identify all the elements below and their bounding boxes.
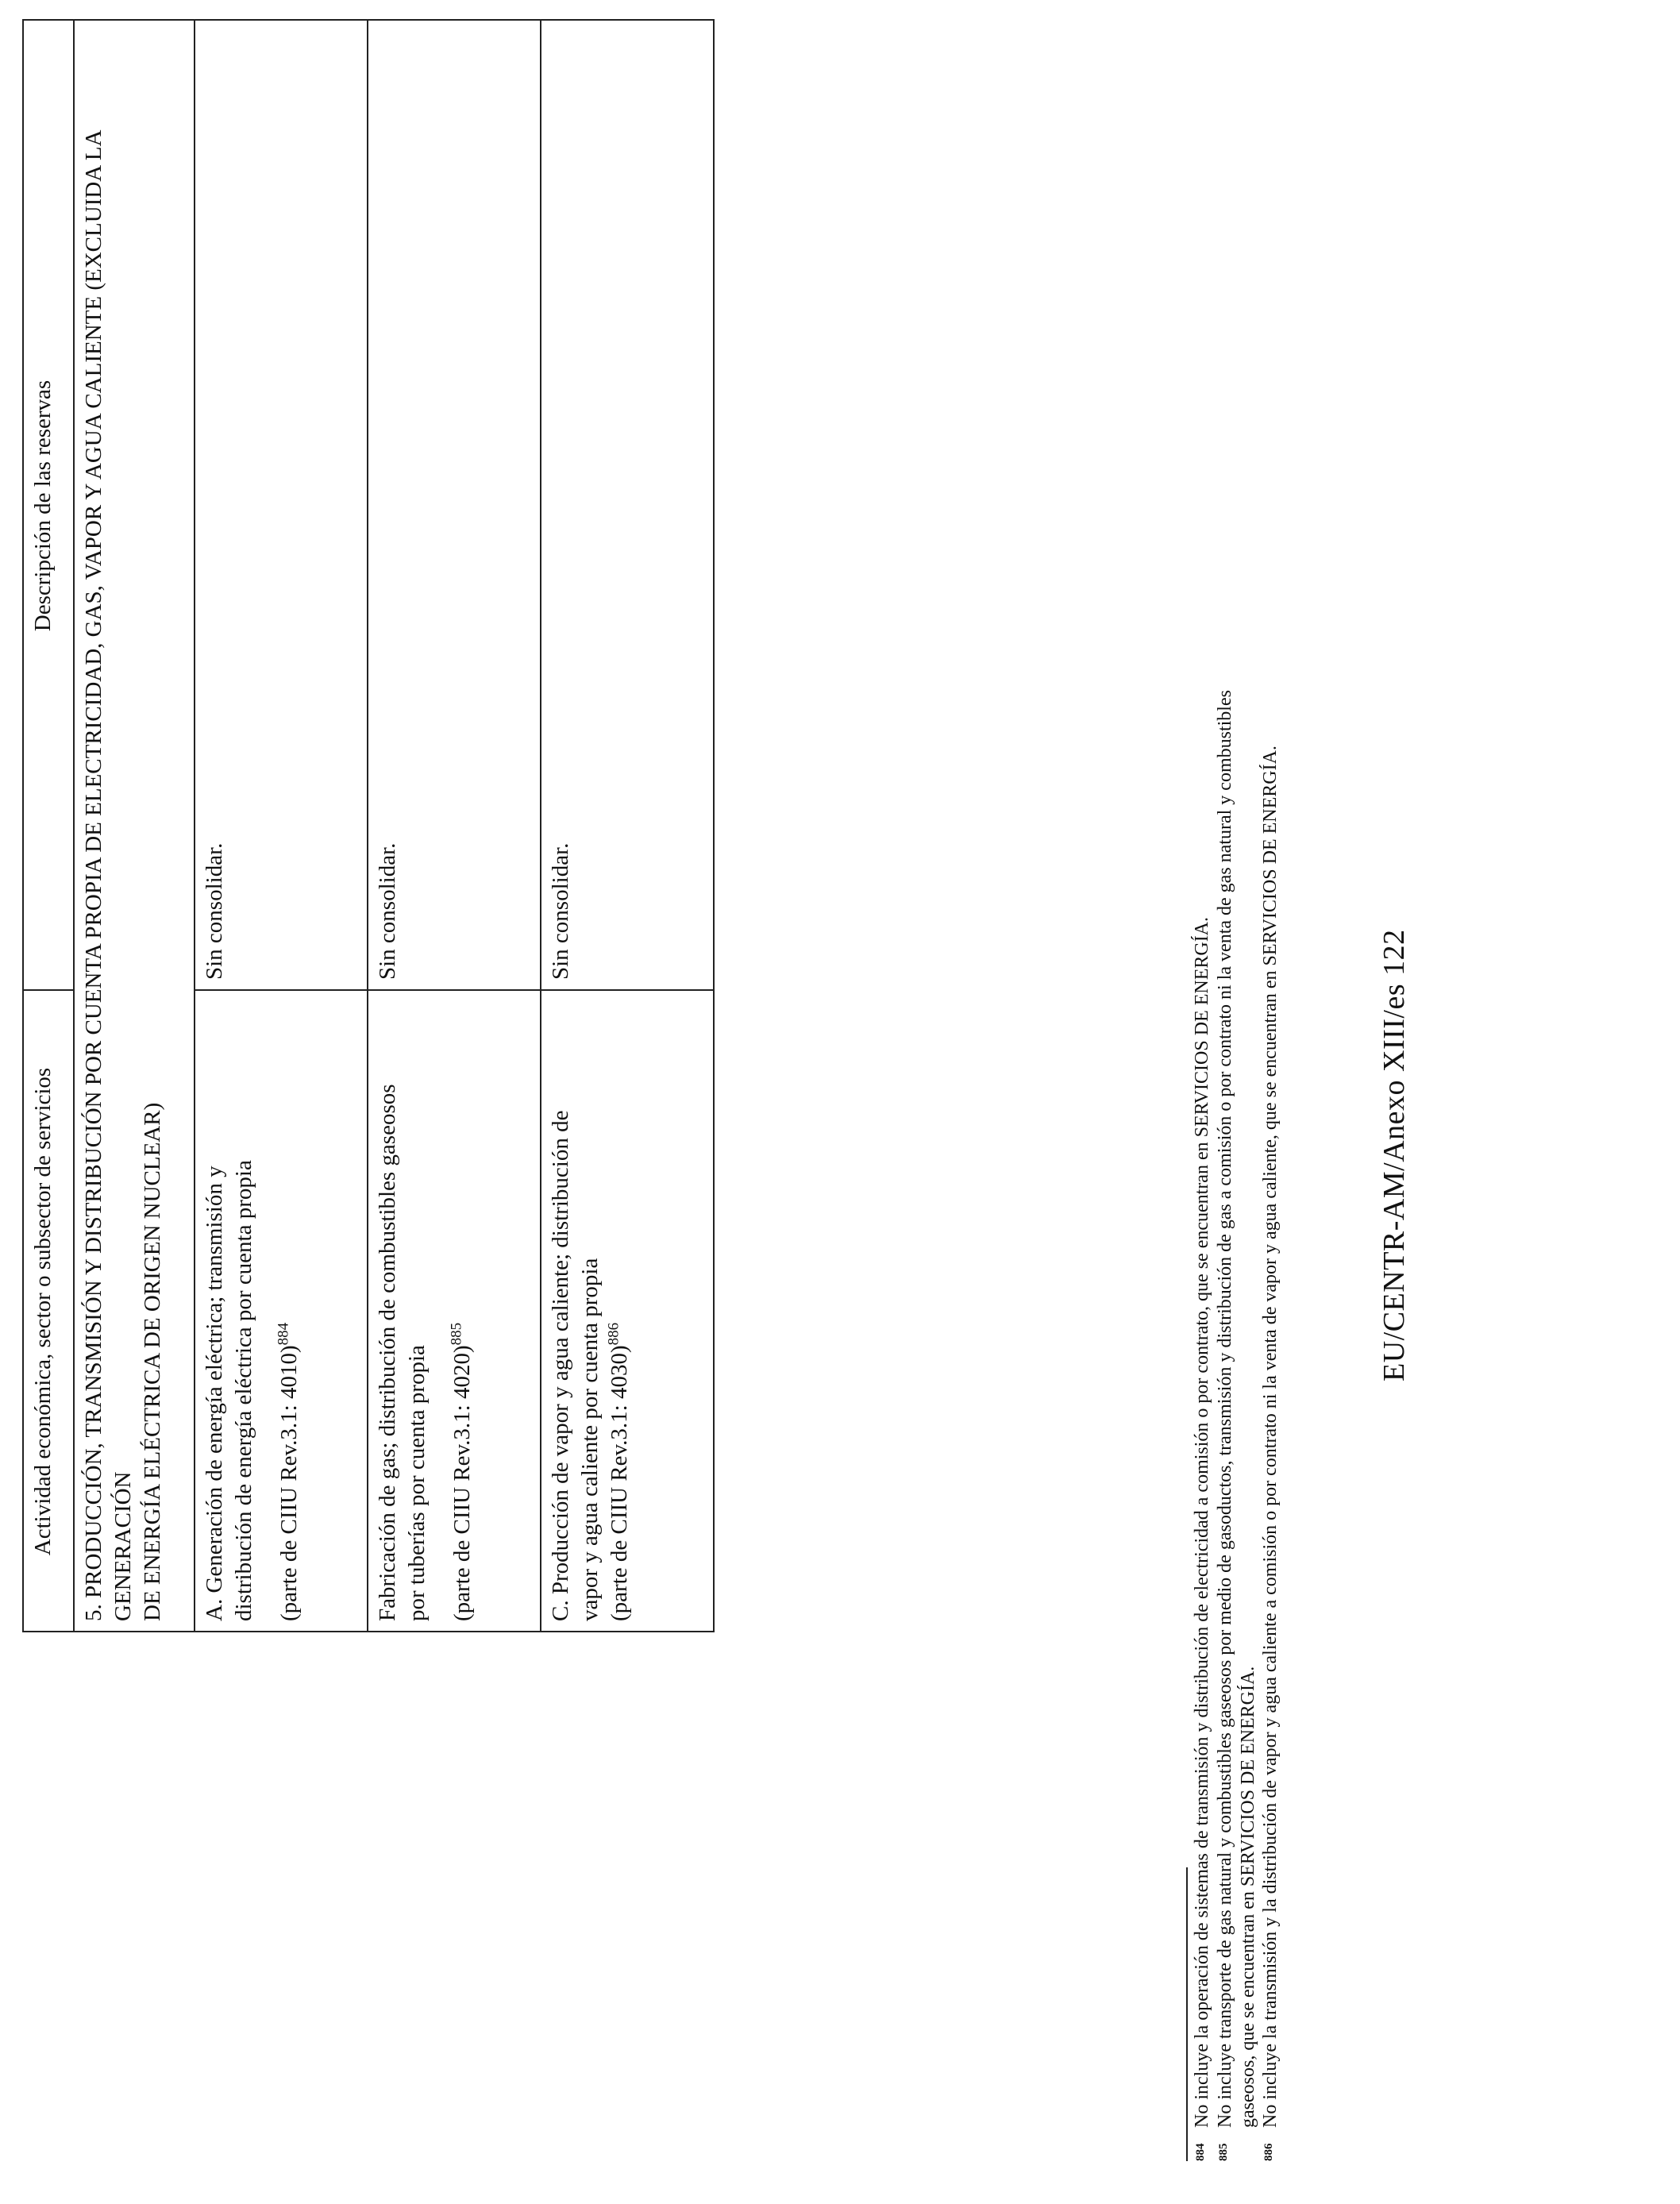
footnote (1214, 33, 1260, 2161)
activity-line: Fabricación de gas; distribución de combustibles gaseosos (375, 1084, 400, 1621)
section-heading-line-2: DE ENERGÍA ELÉCTRICA DE ORIGEN NUCLEAR) (139, 1102, 165, 1621)
activity-line: por tuberías por cuenta propia (403, 1345, 430, 1621)
activity-line: C. Producción de vapor y agua caliente; distribución de (548, 1110, 573, 1621)
section-heading-line-1: 5. PRODUCCIÓN, TRANSMISIÓN Y DISTRIBUCIÓN POR CUENTA PROPIA DE ELECTRICIDAD, GAS, VAPOR Y AGUA CALIENTE (EXCLUIDA LA GENERACIÓN (81, 131, 136, 1621)
header-reservations: Descripción de las reservas (23, 20, 74, 990)
footnote-divider (1186, 1867, 1188, 2161)
ciiu-reference (605, 1002, 634, 1621)
reservation-cell: Sin consolidar. (195, 20, 368, 990)
ciiu-code: (parte de CIIU Rev.3.1: 4020) (449, 1345, 475, 1621)
table-row (541, 20, 714, 1632)
footnote-text: No incluye transporte de gas natural y combustibles gaseosos por medio de gasoductos, transmisión y distribución de gas a comisión o por contrato ni la venta de gas natural y combustibles (1214, 690, 1235, 2128)
ciiu-reference (275, 1002, 304, 1621)
reservations-table (22, 19, 715, 1632)
activity-line: distribución de energía eléctrica por cuenta propia (230, 1160, 256, 1621)
activity-cell (541, 990, 714, 1632)
footnote-ref: 884 (275, 1322, 291, 1346)
footnote-text: gaseosos, que se encuentran en SERVICIOS DE ENERGÍA. (1237, 1666, 1258, 2128)
ciiu-code: (parte de CIIU Rev.3.1: 4010) (276, 1345, 302, 1621)
reservation-cell: Sin consolidar. (368, 20, 541, 990)
footnote (1191, 33, 1214, 2161)
activity-line: vapor y agua caliente por cuenta propia (576, 1258, 603, 1621)
section-heading-row (74, 20, 195, 1632)
footnote-number: 884 (1194, 2143, 1207, 2161)
ciiu-code: (parte de CIIU Rev.3.1: 4030) (606, 1345, 632, 1621)
footnote-text: No incluye la transmisión y la distribución de vapor y agua caliente a comisión o por contrato ni la venta de vapor y agua caliente, que se encuentran en SERVICIOS DE ENERGÍA. (1260, 746, 1281, 2128)
table-row (195, 20, 368, 1632)
footnote (1259, 33, 1282, 2161)
section-heading (74, 20, 195, 1632)
table-row (368, 20, 541, 1632)
page-identifier: EU/CENTR-AM/Anexo XIII/es 122 (1378, 929, 1411, 1381)
footnote-ref: 886 (605, 1322, 622, 1346)
table-header-row (23, 20, 74, 1632)
footnotes (1191, 33, 1282, 2161)
activity-line: A. Generación de energía eléctrica; transmisión y (202, 1166, 227, 1621)
header-activity: Actividad económica, sector o subsector de servicios (23, 990, 74, 1632)
footnote-ref: 885 (448, 1322, 464, 1346)
footnote-number: 885 (1216, 2143, 1230, 2161)
footnote-number: 886 (1262, 2143, 1276, 2161)
reservation-cell: Sin consolidar. (541, 20, 714, 990)
ciiu-reference (448, 1002, 477, 1621)
footnote-text: No incluye la operación de sistemas de transmisión y distribución de electricidad a comisión o por contrato, que se encuentran en SERVICIOS DE ENERGÍA. (1192, 916, 1212, 2128)
activity-cell (368, 990, 541, 1632)
activity-cell (195, 990, 368, 1632)
